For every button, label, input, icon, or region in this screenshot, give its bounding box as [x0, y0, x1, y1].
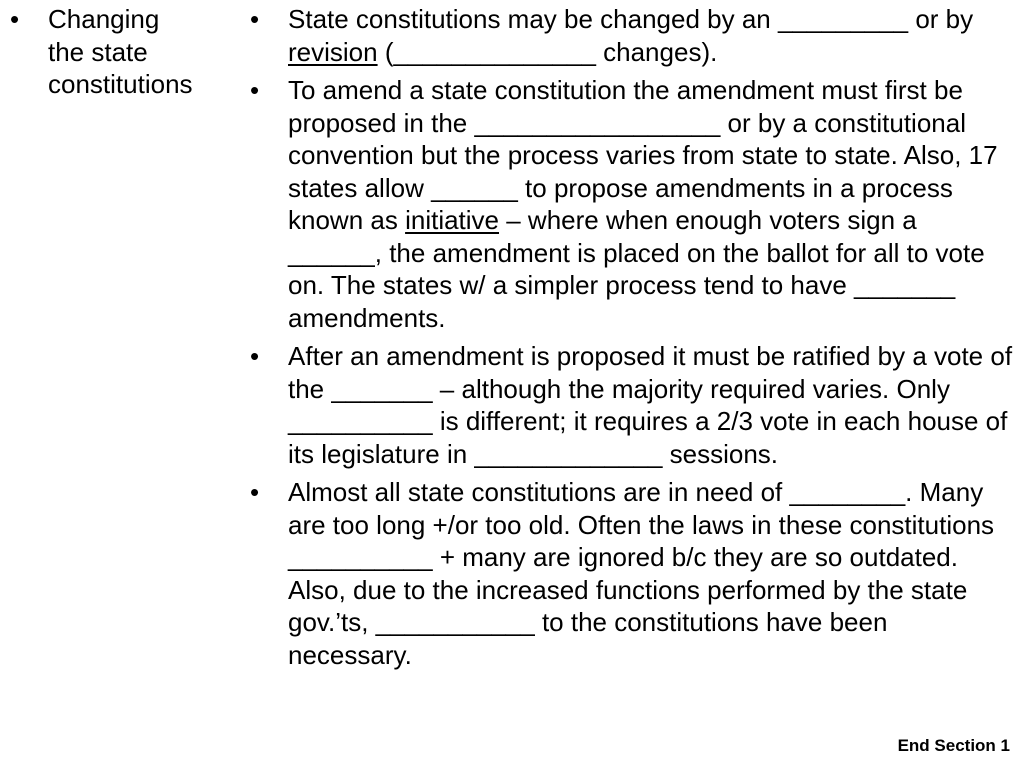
notes-list	[250, 3, 1016, 677]
note-item-amendment-or-revision	[250, 3, 1016, 68]
note-text: To amend a state constitution the amendment must first be proposed in the _________________ or by a constitutional convention but the process varies from state to state. Also, 17 states allow ______ to propose amendments in a process known as	[288, 75, 998, 235]
underlined-term-initiative: initiative	[405, 205, 500, 235]
topic-heading-line-1: Changing	[48, 4, 160, 34]
note-item-proposing-amendments	[250, 74, 1016, 334]
bullet-icon: •	[250, 75, 260, 105]
note-text: (______________ changes).	[377, 36, 718, 67]
topic-heading-line-3: constitutions	[48, 69, 193, 99]
note-text: Almost all state constitutions are in need of ________. Many are too long +/or too old. Often the laws in these constitutions __________ + many are ignored b/c they are so outdated. Also, due to the increased functions performed by the state gov.’ts, ___________ to the constitutions have been necessary.	[288, 477, 995, 670]
underlined-term-revision: revision	[288, 36, 378, 67]
bullet-icon: •	[10, 4, 20, 34]
topic-heading-line-2: the state	[48, 36, 148, 67]
topic-column	[10, 3, 232, 107]
note-item-ratification	[250, 340, 1016, 470]
note-text: After an amendment is proposed it must be ratified by a vote of the _______ – although the majority required varies. Only __________ is different; it requires a 2/3 vote in each house of its legislature in _____________ sessions.	[288, 341, 1013, 469]
section-end-label: End Section 1	[897, 736, 1010, 755]
bullet-icon: •	[250, 4, 260, 34]
topic-bullet	[10, 3, 232, 101]
note-item-reform-needed	[250, 476, 1016, 671]
note-text: – where when enough voters sign a ______, the amendment is placed on the ballot for all to vote on. The states w/ a simpler process tend to have _______ amendments.	[288, 205, 985, 333]
note-text: State constitutions may be changed by an _________ or by	[288, 4, 974, 34]
bullet-icon: •	[250, 341, 260, 371]
topic-heading	[48, 4, 193, 99]
bullet-icon: •	[250, 477, 260, 507]
